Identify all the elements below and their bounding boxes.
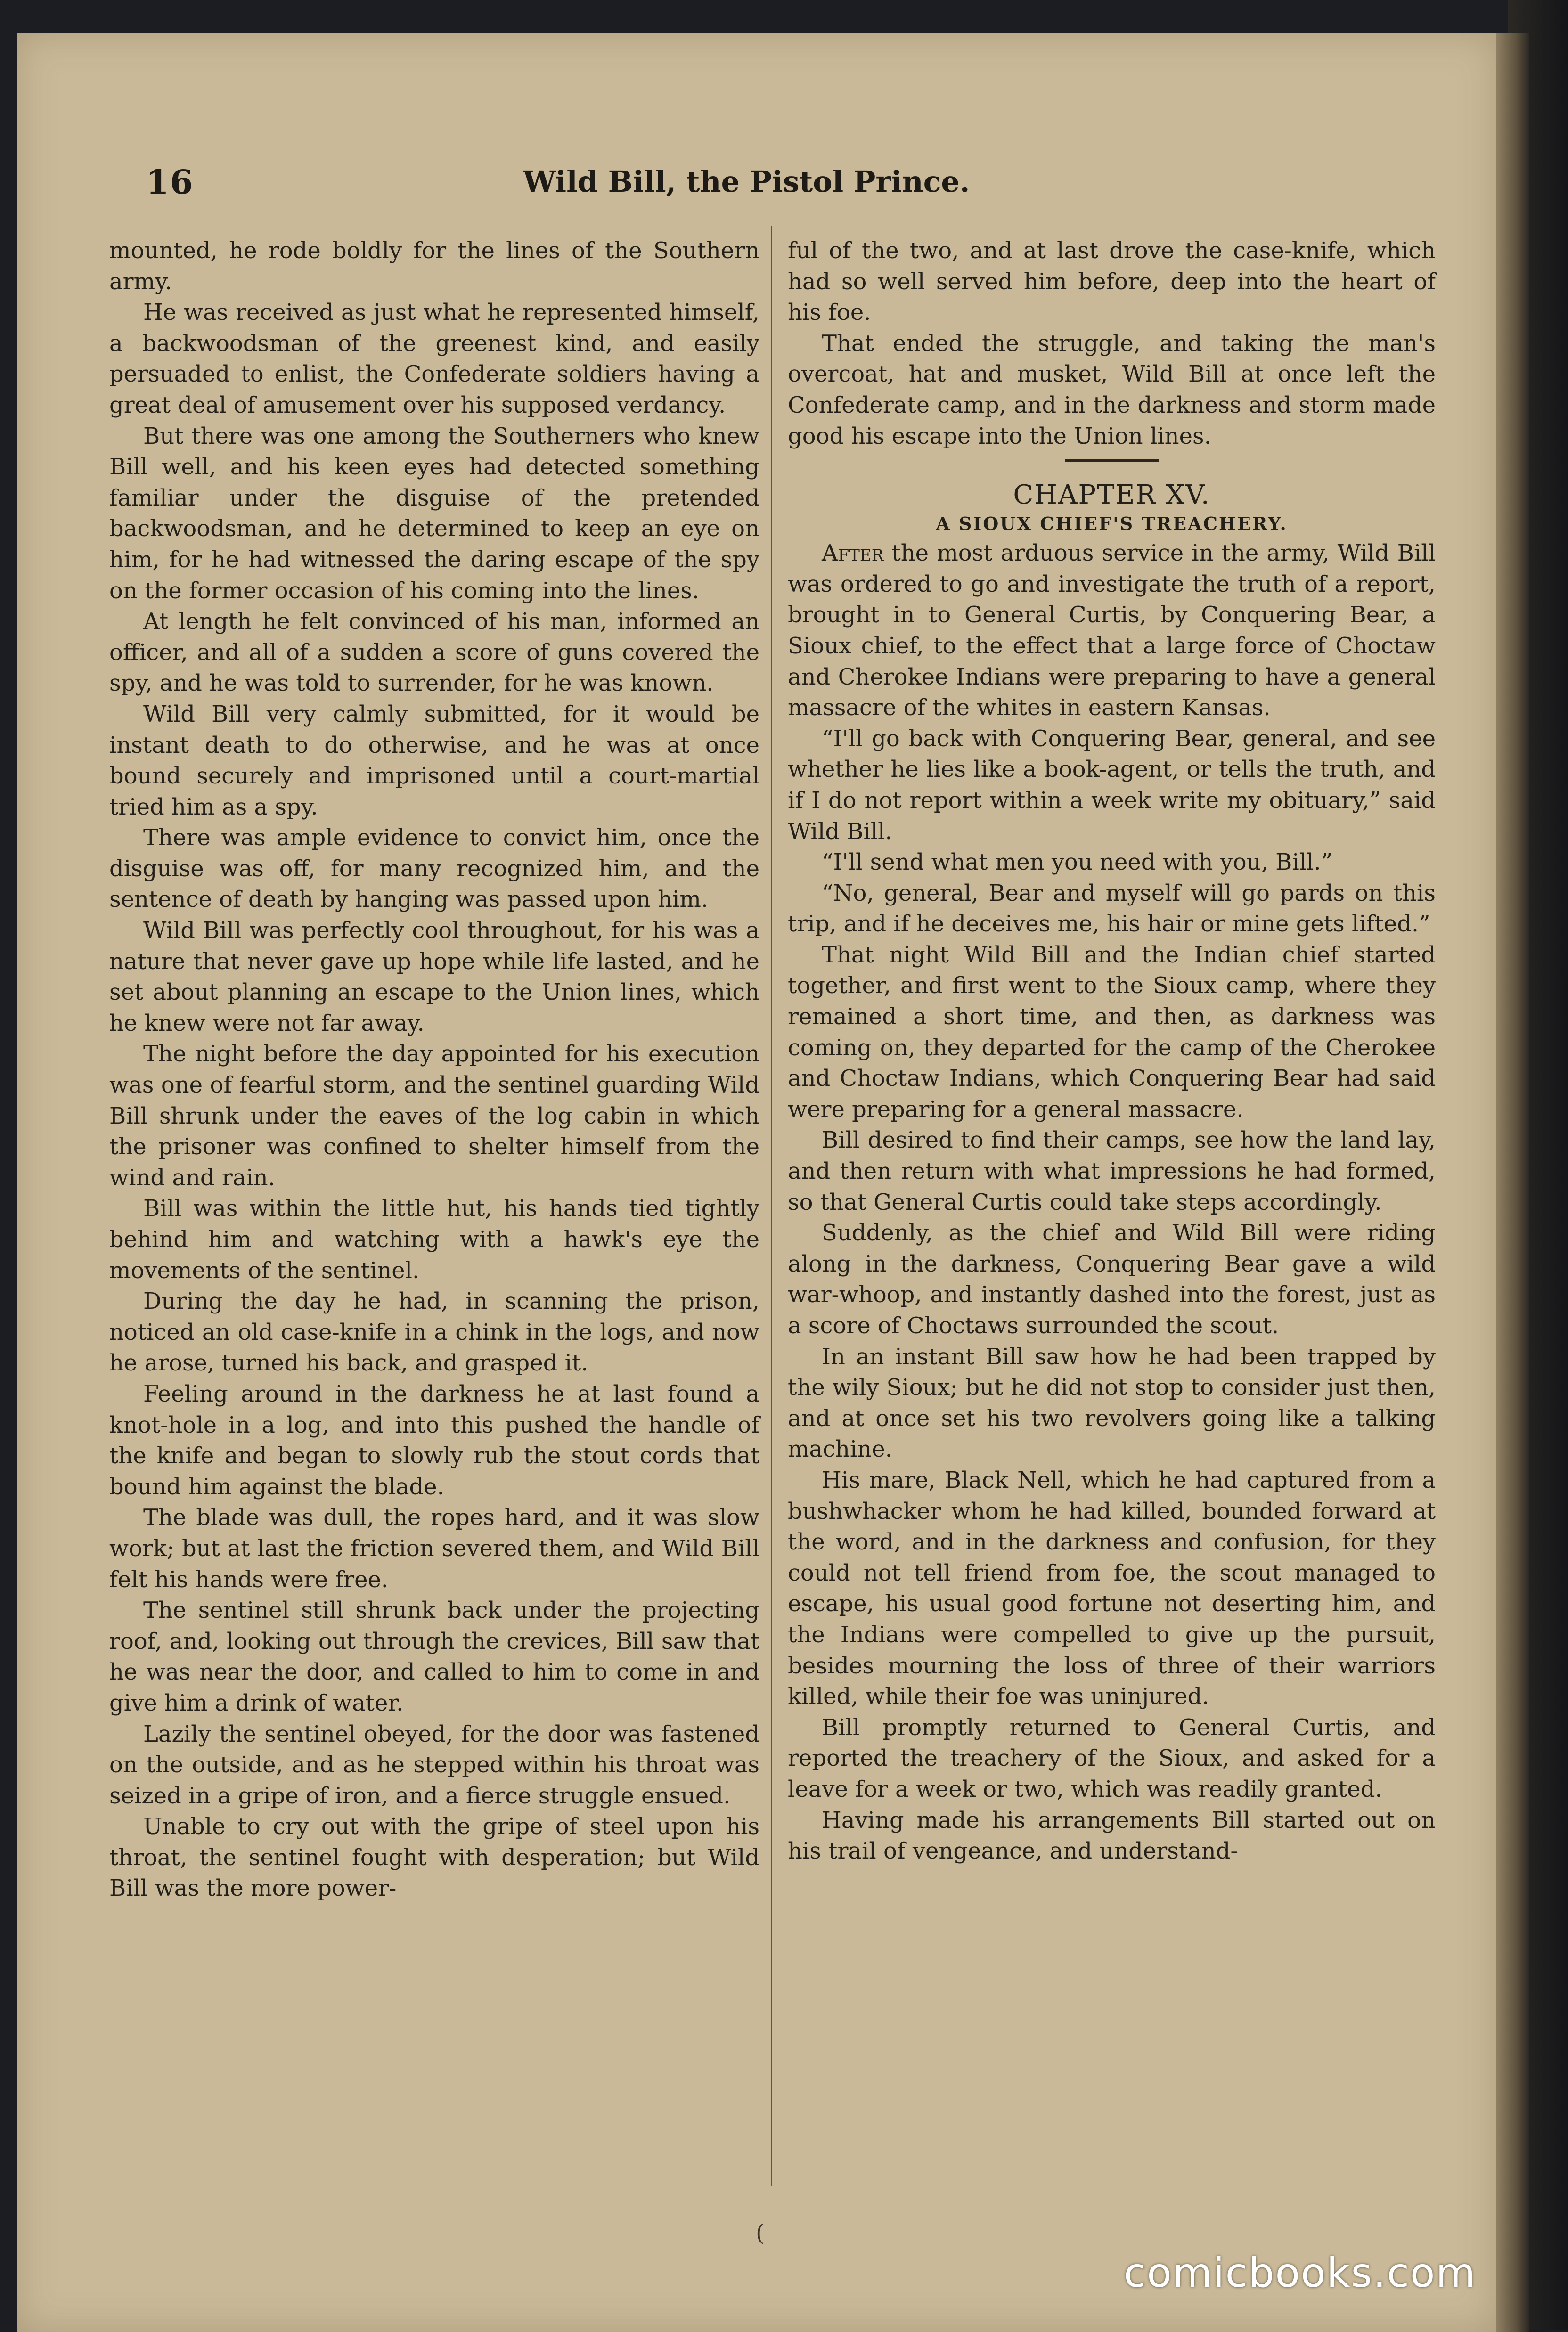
paragraph: Bill desired to find their camps, see how the land lay, and then return with what impressions he had formed, so that General Curtis could take steps accordingly. [788,1127,1436,1215]
left-column [109,236,760,1904]
paragraph: In an instant Bill saw how he had been trapped by the wily Sioux; but he did not stop to consider just then, and at once set his two revolvers going like a talking machine. [788,1343,1436,1463]
paragraph: Feeling around in the darkness he at last found a knot-hole in a log, and into this pushed the handle of the knife and began to slowly rub the stout cords that bound him against the blade. [109,1380,760,1500]
column-divider [771,226,772,2186]
paragraph: Unable to cry out with the gripe of steel upon his throat, the sentinel fought with desperation; but Wild Bill was the more power- [109,1813,760,1902]
paragraph: At length he felt convinced of his man, informed an officer, and all of a sudden a score of guns covered the spy, and he was told to surrender, for he was known. [109,608,760,697]
chapter-opening-paragraph [788,538,1436,724]
page-edge [1496,33,1529,2332]
paragraph: The blade was dull, the ropes hard, and it was slow work; but at last the friction severed them, and Wild Bill felt his hands were free. [109,1504,760,1593]
paragraph: Wild Bill was perfectly cool throughout, for his was a nature that never gave up hope while life lasted, and he set about planning an escape to the Union lines, which he knew were not far away. [109,917,760,1036]
running-head [146,163,1432,219]
drop-lead-word: After [822,540,884,567]
chapter-subtitle: A SIOUX CHIEF'S TREACHERY. [936,513,1288,535]
paragraph: Lazily the sentinel obeyed, for the door was fastened on the outside, and as he stepped within his throat was seized in a gripe of iron, and a fierce struggle ensued. [109,1720,760,1809]
page-number: 16 [146,163,194,202]
watermark-text: comicbooks.com [1124,2250,1477,2297]
paragraph: Having made his arrangements Bill started out on his trail of vengeance, and understand- [788,1807,1436,1865]
paragraph: During the day he had, in scanning the prison, noticed an old case-knife in a chink in the logs, and now he arose, turned his back, and grasped it. [109,1288,760,1377]
paragraph: Bill promptly returned to General Curtis, and reported the treachery of the Sioux, and asked for a leave for a week or two, which was readily granted. [788,1714,1436,1802]
paragraph: His mare, Black Nell, which he had captured from a bushwhacker whom he had killed, bounded forward at the word, and in the darkness and confusion, for they could not tell friend from foe, the scout managed to escape, his usual good fortune not deserting him, and the Indians were compelled to give up the pursuit, besides mourning the loss of three of their warriors killed, while their foe was uninjured. [788,1467,1436,1710]
print-mark: ( [756,2220,765,2246]
paragraph: The night before the day appointed for his execution was one of fearful storm, and the sentinel guarding Wild Bill shrunk under the eaves of the log cabin in which the prisoner was confined to shelter himself from the wind and rain. [109,1041,760,1191]
paragraph: “No, general, Bear and myself will go pards on this trip, and if he deceives me, his hair or mine gets lifted.” [788,880,1436,938]
chapter-heading: CHAPTER XV. [1013,480,1210,511]
section-divider [1065,459,1159,462]
paragraph: “I'll go back with Conquering Bear, general, and see whether he lies like a book-agent, or tells the truth, and if I do not report within a week write my obituary,” said Wild Bill. [788,725,1436,845]
paragraph: Suddenly, as the chief and Wild Bill were riding along in the darkness, Conquering Bear gave a wild war-whoop, and instantly dashed into the forest, just as a score of Choctaws surrounded the scout. [788,1220,1436,1339]
right-column [788,236,1436,1867]
paragraph: Wild Bill very calmly submitted, for it would be instant death to do otherwise, and he was at once bound securely and imprisoned until a court-martial tried him as a spy. [109,701,760,820]
paragraph: The sentinel still shrunk back under the projecting roof, and, looking out through the crevices, Bill saw that he was near the door, and called to him to come in and give him a drink of water. [109,1597,760,1716]
paragraph: Bill was within the little hut, his hands tied tightly behind him and watching with a hawk's eye the movements of the sentinel. [109,1195,760,1284]
running-title: Wild Bill, the Pistol Prince. [523,164,970,199]
paragraph: mounted, he rode boldly for the lines of the Southern army. [109,237,760,295]
paragraph: He was received as just what he represented himself, a backwoodsman of the greenest kind, and easily persuaded to enlist, the Confederate soldiers having a great deal of amusement over his supposed verdancy. [109,299,760,418]
paragraph: ful of the two, and at last drove the case-knife, which had so well served him before, deep into the heart of his foe. [788,237,1436,326]
paragraph: That night Wild Bill and the Indian chief started together, and first went to the Sioux camp, where they remained a short time, and then, as darkness was coming on, they departed for the camp of the Cherokee and Choctaw Indians, which Conquering Bear had said were preparing for a general massacre. [788,941,1436,1123]
paragraph: There was ample evidence to convict him, once the disguise was off, for many recognized him, and the sentence of death by hanging was passed upon him. [109,824,760,913]
paragraph: “I'll send what men you need with you, Bill.” [822,849,1333,876]
paragraph-text: the most arduous service in the army, Wild Bill was ordered to go and investigate the truth of a report, brought in to General Curtis, by Conquering Bear, a Sioux chief, to the effect that a large force of Choctaw and Cherokee Indians were preparing to have a general massacre of the whites in eastern Kansas. [788,540,1436,721]
paragraph: That ended the struggle, and taking the man's overcoat, hat and musket, Wild Bill at once left the Confederate camp, and in the darkness and storm made good his escape into the Union lines. [788,330,1436,449]
paragraph: But there was one among the Southerners who knew Bill well, and his keen eyes had detected something familiar under the disguise of the pretended backwoodsman, and he determined to keep an eye on him, for he had witnessed the daring escape of the spy on the former occasion of his coming into the lines. [109,423,760,604]
